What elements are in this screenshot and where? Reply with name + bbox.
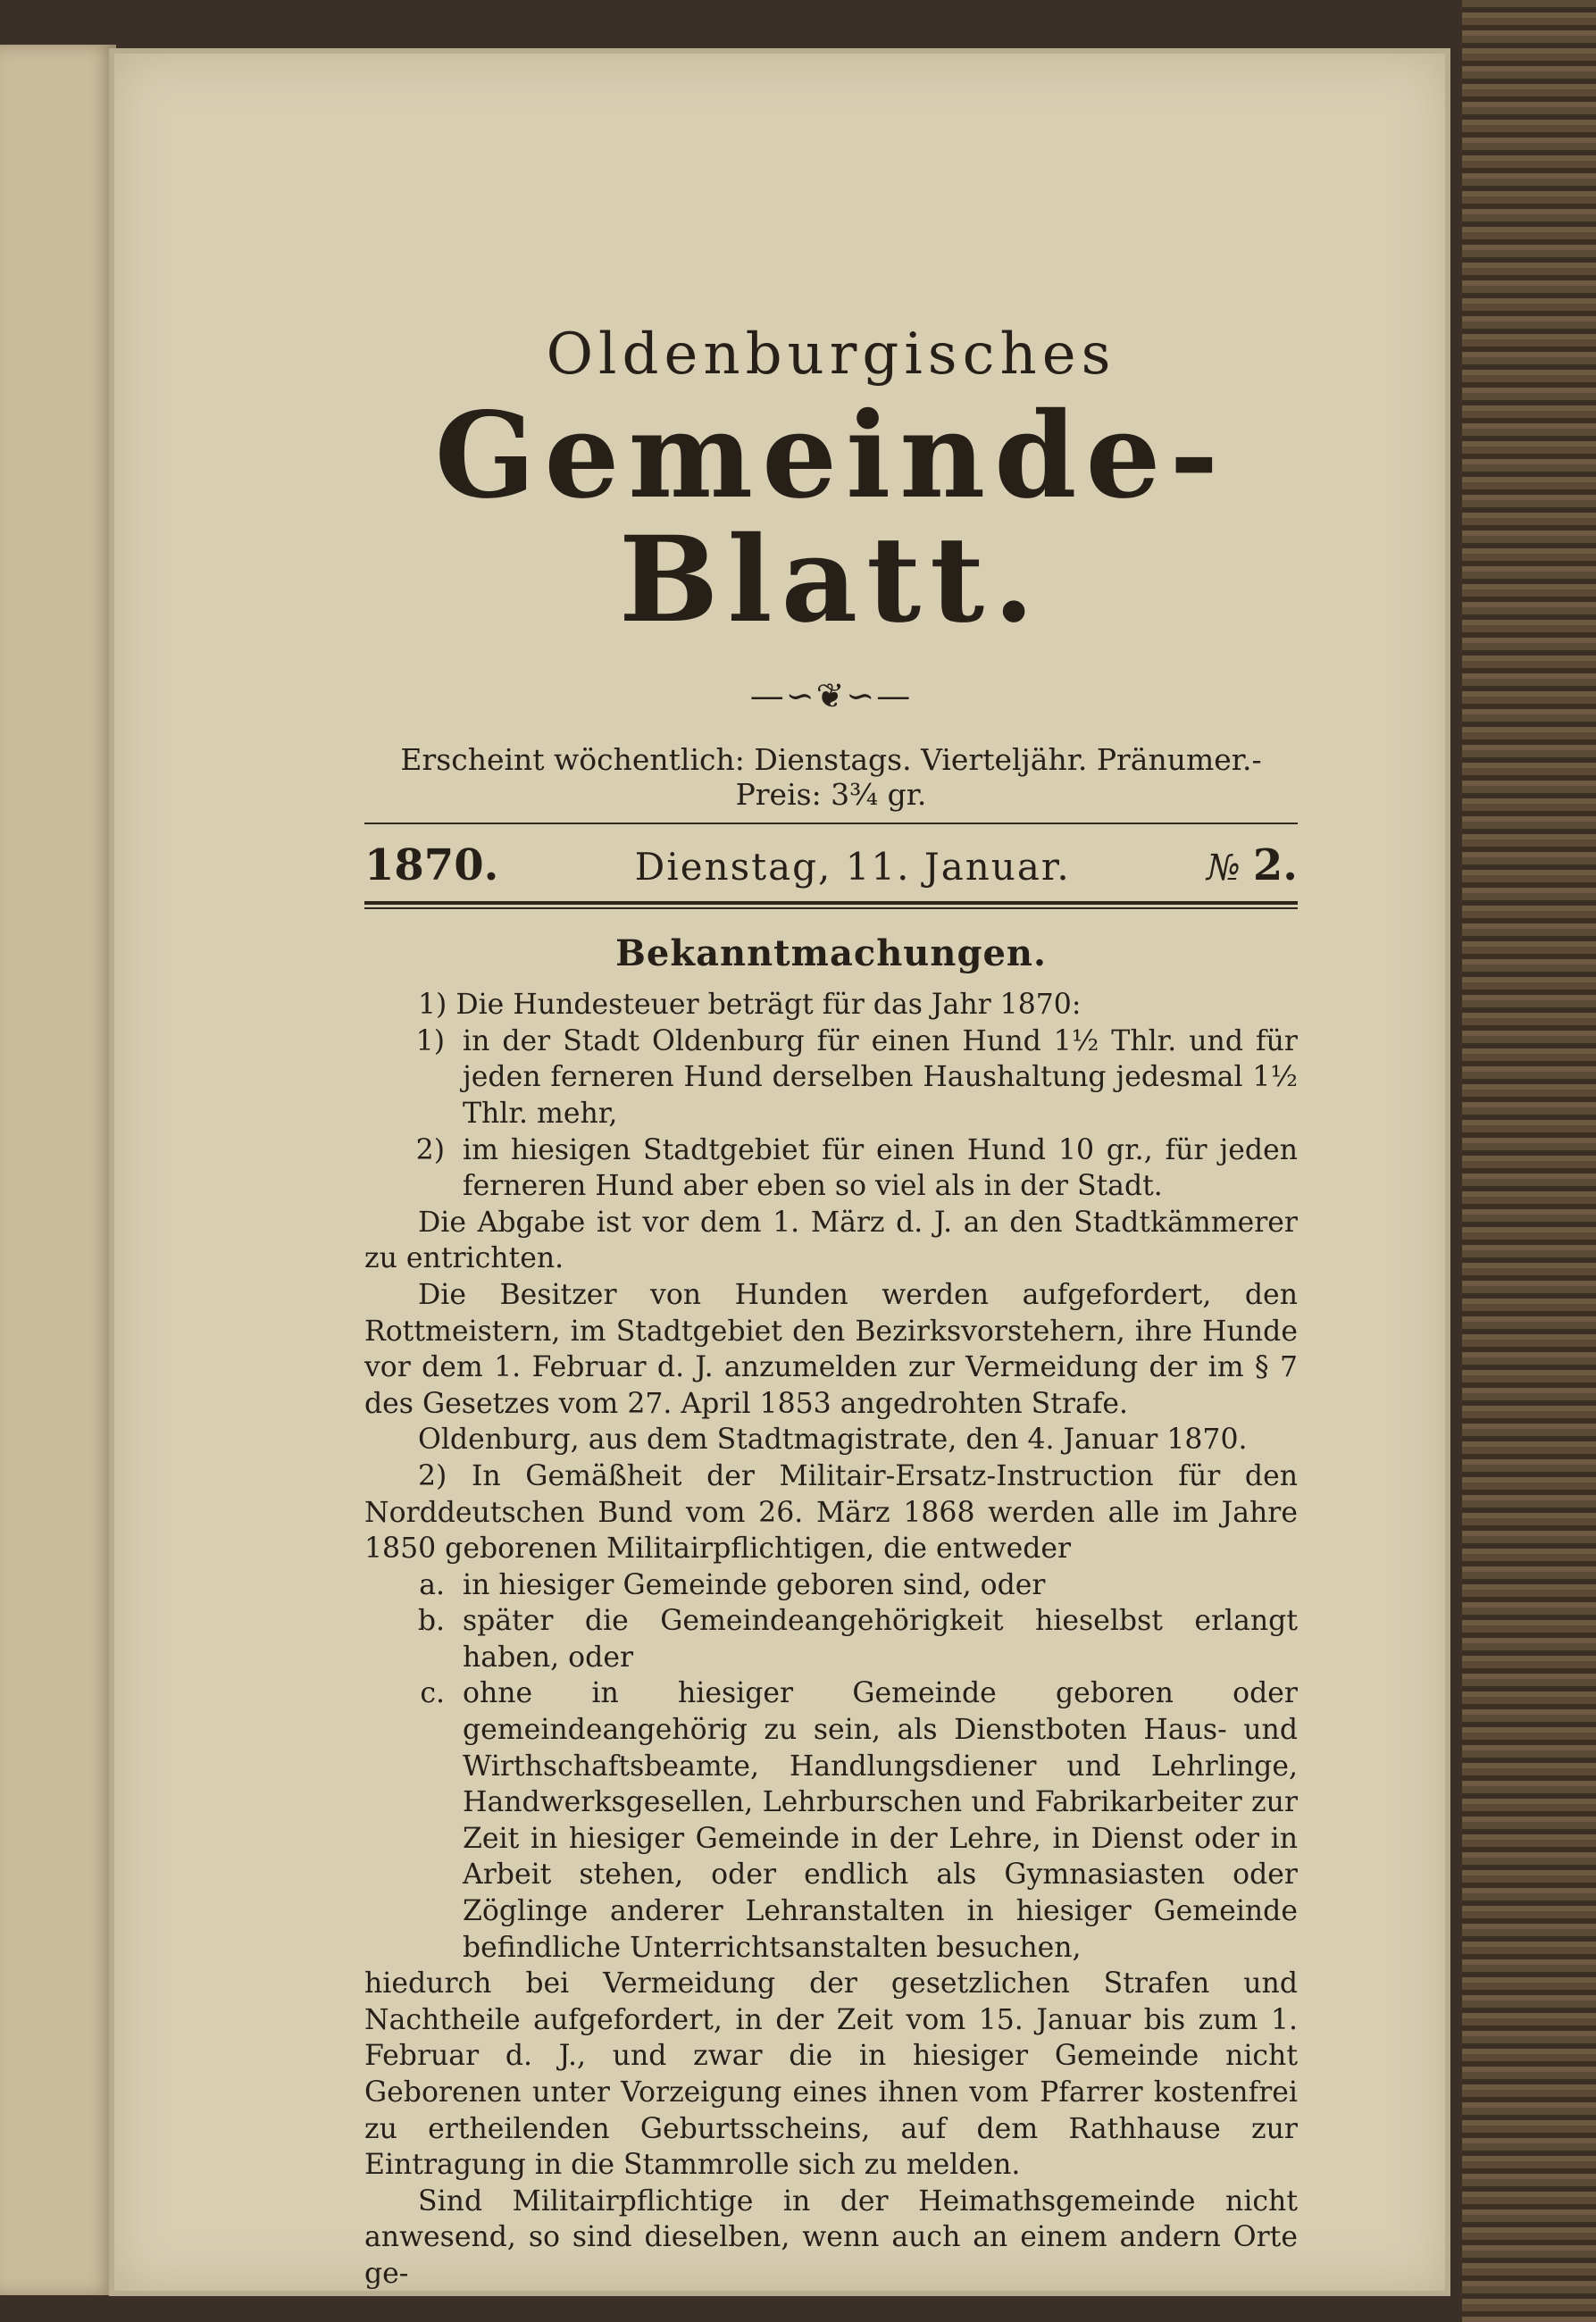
item-label: c. (420, 1677, 445, 1710)
article1-intro: 1) Die Hundesteuer beträgt für das Jahr 1870: (418, 989, 1082, 1022)
left-page-edge (0, 45, 116, 2295)
issue-date: Dienstag, 11. Januar. (634, 845, 1071, 890)
item-text: in der Stadt Oldenburg für einen Hund 1½ Thlr. und für jeden ferneren Hund derselben Haushaltung jedesmal 1½ Thlr. mehr, (463, 1024, 1298, 1130)
article2-intro: 2) In Gemäßheit der Militair-Ersatz-Instruction für den Norddeutschen Bund vom 26. März 1868 werden alle im Jahre 1850 geborenen Militairpflichtigen, die entweder (364, 1459, 1298, 1566)
article2-item-a (364, 1567, 1298, 1604)
item-text: im hiesigen Stadtgebiet für einen Hund 10 gr., für jeden ferneren Hund aber eben so viel als in der Stadt. (463, 1133, 1298, 1203)
article-text (364, 987, 1298, 2292)
item-label: 2) (415, 1133, 445, 1166)
article2-paragraph: Sind Militairpflichtige in der Heimathsgemeinde nicht anwesend, so sind dieselben, wenn auch an einem andern Orte ge- (364, 2184, 1298, 2290)
item-text: in hiesiger Gemeinde geboren sind, oder (463, 1568, 1046, 1601)
item-label: b. (417, 1605, 445, 1638)
masthead-line1: Oldenburgisches (546, 322, 1116, 388)
issue-year: 1870. (364, 840, 499, 891)
article1-paragraph: Die Abgabe ist vor dem 1. März d. J. an den Stadtkämmerer zu entrichten. (364, 1206, 1298, 1275)
newspaper-page (114, 54, 1445, 2291)
number-sign: № (1207, 848, 1241, 890)
book-binding (1462, 0, 1596, 2322)
article2-paragraph: hiedurch bei Vermeidung der gesetzlichen Strafen und Nachtheile aufgefordert, in der Zeit vom 15. Januar bis zum 1. Februar d. J., und zwar die in hiesiger Gemeinde nicht Geborenen unter Vorzeigung eines ihnen vom Pfarrer kostenfrei zu ertheilenden Geburtsscheins, auf dem Rathhause zur Eintragung in die Stammrolle sich zu melden. (364, 1967, 1298, 2182)
article1-item-2 (364, 1132, 1298, 1205)
article1-signature: Oldenburg, aus dem Stadtmagistrate, den 4. Januar 1870. (418, 1424, 1248, 1457)
publication-info: Erscheint wöchentlich: Dienstags. Vierteljähr. Pränumer.-Preis: 3¾ gr. (400, 742, 1262, 813)
article2-item-b (364, 1603, 1298, 1675)
item-text: ohne in hiesiger Gemeinde geboren oder gemeindeangehörig zu sein, als Dienstboten Haus- und Wirthschaftsbeamte, Handlungsdiener und Lehrlinge, Handwerksgesellen, Lehrburschen und Fabrikarbeiter zur Zeit in hiesiger Gemeinde in der Lehre, in Dienst oder in Arbeit stehen, oder endlich als Gymnasiasten oder Zöglinge anderer Lehranstalten in hiesiger Gemeinde befindliche Unterrichtsanstalten besuchen, (463, 1677, 1298, 1964)
masthead-title: Gemeinde-Blatt. (434, 387, 1228, 649)
article1-item-1 (364, 1023, 1298, 1132)
item-label: 1) (415, 1024, 445, 1057)
issue-number-block (1207, 840, 1298, 890)
article1-paragraph: Die Besitzer von Hunden werden aufgefordert, den Rottmeistern, im Stadtgebiet den Bezirksvorstehern, ihre Hunde vor dem 1. Februar d. J. anzumelden zur Vermeidung der im § 7 des Gesetzes vom 27. April 1853 angedrohten Strafe. (364, 1278, 1298, 1420)
ornament-divider: —∽❦∽— (749, 676, 913, 716)
page-content (364, 250, 1298, 2293)
dateline (364, 824, 1298, 901)
item-label: a. (419, 1568, 445, 1601)
double-rule (364, 901, 1298, 909)
item-text: später die Gemeindeangehörigkeit hieselbst erlangt haben, oder (463, 1605, 1298, 1674)
issue-number: 2. (1252, 840, 1298, 891)
section-heading: Bekanntmachungen. (615, 932, 1047, 975)
article2-item-c (364, 1675, 1298, 1966)
